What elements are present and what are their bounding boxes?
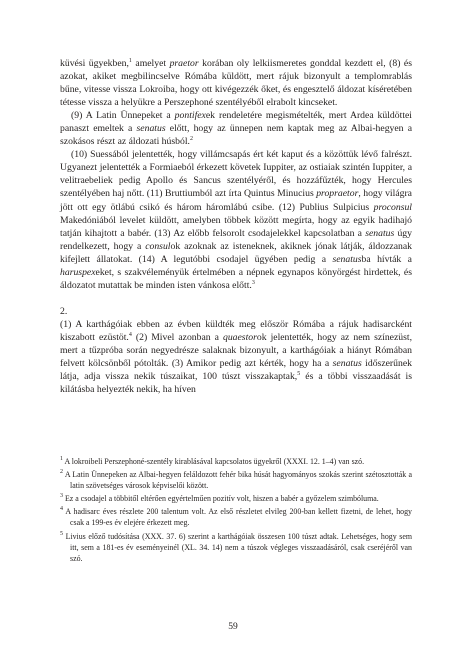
text-run: Makedóniából levelet küldött, amelyben többek között megírta, hogy az egyik hadihajó tatján kihajtott a babér. (13) Az előbb felsorolt csodajelekkel kapcsolatban a xyxy=(60,214,412,239)
paragraph xyxy=(60,305,412,318)
footnote-text: A hadisarc éves részlete 200 talentum volt. Az első részletet elvileg 200-ban kellett fizetni, de lehet, hogy csak a 199-es év elejére érkezett meg. xyxy=(63,507,412,528)
footnote xyxy=(60,469,412,491)
footnote-text: A lokroibeli Perszephoné-szentély kirablásával kapcsolatos ügyekről (XXXI. 12. 1–4) van szó. xyxy=(63,457,365,466)
footnote-number: 5 xyxy=(60,530,63,537)
text-run: (1) A karthágóiak ebben az évben küldték meg először Rómába a rájuk hadisarcként kiszabott ezüstöt. xyxy=(60,318,412,343)
footnotes xyxy=(60,456,412,564)
text-run: ok azoknak az isteneknek, akiknek jónak látják, áldozzanak kifejlett állatokat. (14) A legutóbbi csodajel ügyében pedig a xyxy=(60,240,412,265)
footnote xyxy=(60,506,412,528)
footnote-ref: 1 xyxy=(128,58,132,64)
footnote-ref: 4 xyxy=(128,331,132,338)
text-run: küvési ügyekben, xyxy=(60,58,129,69)
text-run: amelyet xyxy=(131,58,170,69)
page-number: 59 xyxy=(228,622,238,632)
paragraph xyxy=(60,109,412,148)
footnote-text: A Latin Ünnepeken az Albai-hegyen feláldozott fehér bika húsát hagyományos szokás szerint szétosztották a latin szövetséges városok képviselői között. xyxy=(63,470,412,491)
text-run: időszerűnek látja, adja vissza nekik túszaikat, 100 túszt visszakaptak, xyxy=(60,358,412,383)
latin-term: consul xyxy=(145,240,171,252)
footnote-number: 4 xyxy=(60,506,63,513)
latin-term: senatus xyxy=(332,358,362,370)
text-run: , hogy világra jött ott egy ötlábú csikó és három háromlábú csibe. (12) Publius Sulpicius xyxy=(60,188,412,213)
latin-term: quaestor xyxy=(222,331,257,343)
text-run: eket, s szakvéleményük értelmében a népnek egynapos könyörgést hirdettek, és áldozatot mutattak be minden isten vánkosa előtt. xyxy=(60,266,412,291)
text-run: és a többi visszaadását is kilátásba helyezték nekik, ha híven xyxy=(60,371,413,396)
footnote-number: 3 xyxy=(60,493,63,500)
text-run: (10) Suessából jelentették, hogy villámcsapás ért két kaput és a közöttük lévő falrészt. Ugyanezt jelentették a Formiaeból érkezett követek Iuppiter, az ostiaiak szintén Iuppiter, a velitraebeliek pedig Apollo és Sancus szentélyéről, és hozzáfűzték, hogy Hercules szentélyében haj nőtt. (11) Bruttiumból azt írta Quintus Minucius xyxy=(60,149,412,200)
footnote xyxy=(60,456,412,467)
footnote xyxy=(60,531,412,564)
latin-term: senatus xyxy=(136,123,166,135)
latin-term: senatus xyxy=(332,253,362,265)
footnote-ref: 2 xyxy=(189,136,193,143)
text-run: (2) Mivel azonban a xyxy=(131,331,223,343)
footnote-number: 1 xyxy=(60,456,63,462)
footnote-text: Livius előző tudósítása (XXX. 37. 6) szerint a karthágóiak összesen 100 túszt adtak. Lehetséges, hogy sem itt, sem a 181-es év eseményeinél (XL. 34. 14) nem a túszok végleges visszaadásáról, csak cseréjéről van szó. xyxy=(63,531,412,563)
footnote-number: 2 xyxy=(60,469,63,476)
latin-term: haruspex xyxy=(60,266,96,278)
text-run: ek rendeletére megismételték, mert Ardea küldöttei panaszt emeltek a xyxy=(60,110,412,135)
paragraph xyxy=(60,318,412,396)
text-run: 2. xyxy=(60,305,68,317)
text-run: (9) A Latin Ünnepeket a xyxy=(71,110,175,122)
paragraph xyxy=(60,148,412,292)
footnote xyxy=(60,493,412,504)
text-run: ok jelentették, hogy az nem színezüst, mert a tűzpróba során negyedrésze salaknak bizonyult, a karthágóiak a hiányt Rómában felvett kölcsönből pótolták. (3) Amikor pedig azt kérték, hogy ha a xyxy=(60,331,412,370)
latin-term: praetor xyxy=(169,58,199,69)
footnote-ref: 3 xyxy=(251,279,255,286)
latin-term: pontifex xyxy=(174,110,206,122)
footnote-ref: 5 xyxy=(297,371,301,378)
latin-term: propraetor xyxy=(316,188,359,200)
latin-term: proconsul xyxy=(373,201,412,213)
paragraph xyxy=(60,57,412,109)
text-run: korában oly lelkiismeretes gonddal kezdett el, (8) és azokat, akiket megbilincselve Rómába küldött, mert rájuk bizonyult a templomrablás bűne, vitesse vissza Lokroiba, hogy ott kivégezzék őket, és engesztelő áldozat kíséretében tétesse vissza a helyükre a Perszephoné szentélyéből elrabolt kincseket. xyxy=(60,58,412,109)
latin-term: senatus xyxy=(365,227,395,239)
text-run: úgy rendelkezett, hogy a xyxy=(60,227,412,252)
text-run: előtt, hogy az ünnepen nem kaptak meg az Albai-hegyen a szokásos részt az áldozati húsból. xyxy=(60,123,413,148)
footnote-text: Ez a csodajel a többitől eltérően egyértelműen pozitív volt, hiszen a babér a győzelem szimbóluma. xyxy=(63,494,379,504)
main-text xyxy=(60,57,412,396)
text-run: ba hívták a xyxy=(361,253,412,265)
